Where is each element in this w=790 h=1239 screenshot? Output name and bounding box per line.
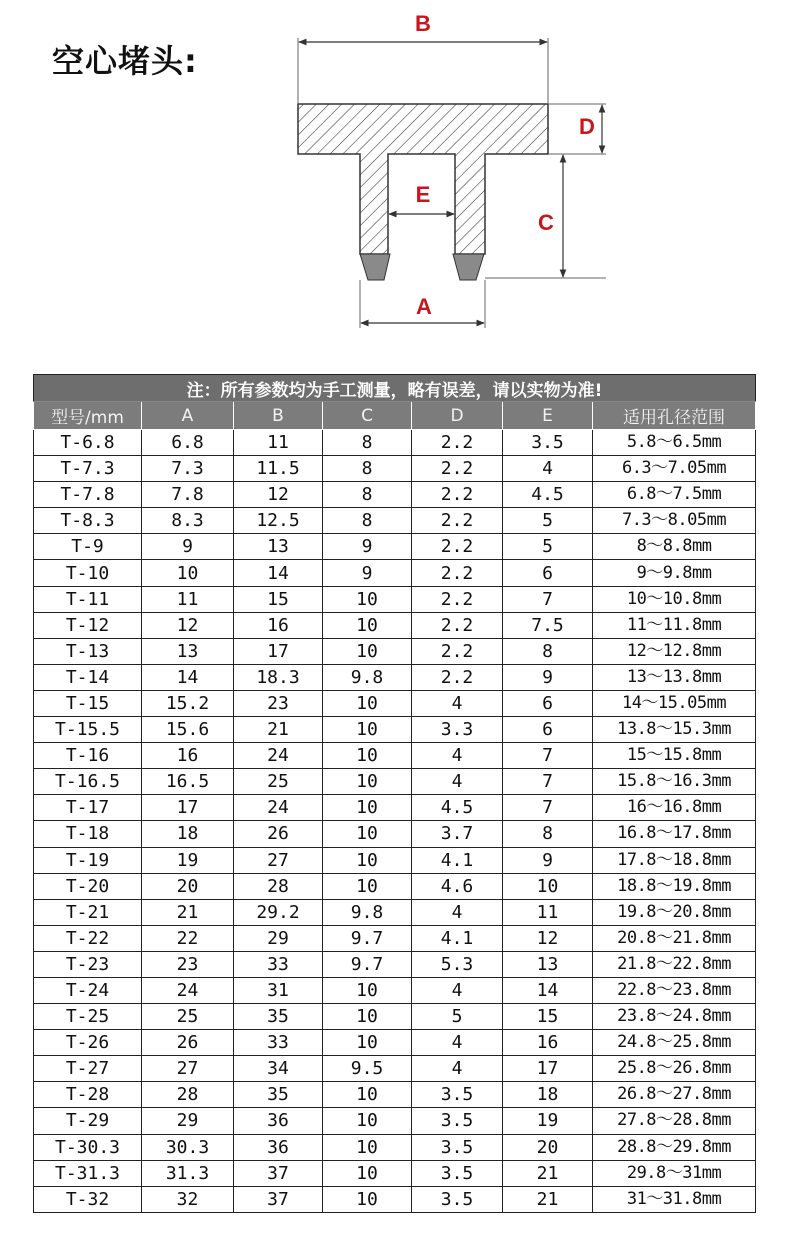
cell-a: 15.2 — [142, 690, 234, 716]
cell-a: 17 — [142, 795, 234, 821]
cell-c: 10 — [323, 1082, 412, 1108]
cell-model: T-13 — [34, 638, 142, 664]
cell-e: 15 — [503, 1004, 593, 1030]
table-row — [34, 977, 756, 1003]
col-header-model: 型号/mm — [34, 402, 142, 430]
cell-d: 3.5 — [412, 1186, 503, 1212]
cell-e: 10 — [503, 873, 593, 899]
cell-model: T-20 — [34, 873, 142, 899]
cell-hole-range: 18.8～19.8mm — [593, 873, 756, 899]
table-row — [34, 586, 756, 612]
cell-c: 9.7 — [323, 925, 412, 951]
cell-a: 7.3 — [142, 456, 234, 482]
cell-model: T-23 — [34, 951, 142, 977]
table-row — [34, 456, 756, 482]
cell-e: 7.5 — [503, 612, 593, 638]
cell-e: 12 — [503, 925, 593, 951]
cell-d: 4 — [412, 977, 503, 1003]
table-row — [34, 664, 756, 690]
cell-b: 12 — [234, 482, 323, 508]
cell-model: T-25 — [34, 1004, 142, 1030]
cell-a: 31.3 — [142, 1160, 234, 1186]
cell-d: 4 — [412, 1056, 503, 1082]
cell-e: 13 — [503, 951, 593, 977]
cell-c: 10 — [323, 769, 412, 795]
cell-c: 10 — [323, 586, 412, 612]
cell-e: 19 — [503, 1108, 593, 1134]
table-row — [34, 717, 756, 743]
cell-e: 7 — [503, 586, 593, 612]
cell-model: T-32 — [34, 1186, 142, 1212]
cell-model: T-26 — [34, 1030, 142, 1056]
cell-hole-range: 15～15.8mm — [593, 743, 756, 769]
cell-c: 8 — [323, 508, 412, 534]
cell-model: T-17 — [34, 795, 142, 821]
table-row — [34, 534, 756, 560]
cell-e: 7 — [503, 795, 593, 821]
cell-a: 22 — [142, 925, 234, 951]
cell-model: T-6.8 — [34, 430, 142, 456]
cell-e: 11 — [503, 899, 593, 925]
cell-hole-range: 16.8～17.8mm — [593, 821, 756, 847]
cell-model: T-31.3 — [34, 1160, 142, 1186]
cell-d: 4.1 — [412, 847, 503, 873]
cell-model: T-10 — [34, 560, 142, 586]
cell-a: 15.6 — [142, 717, 234, 743]
cell-c: 10 — [323, 821, 412, 847]
cell-d: 4 — [412, 769, 503, 795]
cell-d: 3.5 — [412, 1134, 503, 1160]
cell-c: 10 — [323, 690, 412, 716]
cell-model: T-15.5 — [34, 717, 142, 743]
cell-d: 4.6 — [412, 873, 503, 899]
cell-hole-range: 16～16.8mm — [593, 795, 756, 821]
cell-hole-range: 17.8～18.8mm — [593, 847, 756, 873]
cell-b: 33 — [234, 1030, 323, 1056]
cell-a: 24 — [142, 977, 234, 1003]
cell-a: 20 — [142, 873, 234, 899]
cell-d: 2.2 — [412, 456, 503, 482]
spec-table — [33, 374, 756, 1213]
cell-hole-range: 6.3～7.05mm — [593, 456, 756, 482]
cell-e: 18 — [503, 1082, 593, 1108]
cell-hole-range: 26.8～27.8mm — [593, 1082, 756, 1108]
col-header-b: B — [234, 402, 323, 430]
table-row — [34, 821, 756, 847]
cell-hole-range: 20.8～21.8mm — [593, 925, 756, 951]
table-row — [34, 847, 756, 873]
table-body — [34, 430, 756, 1213]
table-row — [34, 1108, 756, 1134]
cell-b: 29.2 — [234, 899, 323, 925]
cell-model: T-30.3 — [34, 1134, 142, 1160]
cell-model: T-28 — [34, 1082, 142, 1108]
cell-hole-range: 13.8～15.3mm — [593, 717, 756, 743]
cell-e: 8 — [503, 821, 593, 847]
dimension-B — [299, 11, 547, 42]
col-header-a: A — [142, 402, 234, 430]
cell-model: T-15 — [34, 690, 142, 716]
cell-e: 6 — [503, 690, 593, 716]
dim-label-d: D — [579, 114, 595, 139]
extension-lines — [298, 38, 606, 328]
cell-b: 15 — [234, 586, 323, 612]
cell-e: 9 — [503, 847, 593, 873]
cell-c: 9.8 — [323, 899, 412, 925]
cell-hole-range: 28.8～29.8mm — [593, 1134, 756, 1160]
cell-b: 37 — [234, 1186, 323, 1212]
cell-a: 7.8 — [142, 482, 234, 508]
cell-model: T-12 — [34, 612, 142, 638]
cell-a: 8.3 — [142, 508, 234, 534]
table-row — [34, 1160, 756, 1186]
cell-d: 5 — [412, 1004, 503, 1030]
cell-d: 2.2 — [412, 482, 503, 508]
cell-a: 23 — [142, 951, 234, 977]
table-row — [34, 1056, 756, 1082]
cell-b: 26 — [234, 821, 323, 847]
cell-model: T-16.5 — [34, 769, 142, 795]
cell-c: 8 — [323, 482, 412, 508]
table-row — [34, 1082, 756, 1108]
col-header-e: E — [503, 402, 593, 430]
cell-c: 10 — [323, 1108, 412, 1134]
cell-e: 21 — [503, 1160, 593, 1186]
cell-hole-range: 29.8～31mm — [593, 1160, 756, 1186]
cell-c: 9 — [323, 534, 412, 560]
dim-label-b: B — [415, 11, 431, 36]
page-title: 空心堵头: — [52, 42, 198, 80]
cell-d: 4.5 — [412, 795, 503, 821]
cell-b: 18.3 — [234, 664, 323, 690]
cell-c: 10 — [323, 977, 412, 1003]
cell-d: 4 — [412, 899, 503, 925]
cell-hole-range: 25.8～26.8mm — [593, 1056, 756, 1082]
cell-hole-range: 12～12.8mm — [593, 638, 756, 664]
cell-c: 10 — [323, 612, 412, 638]
cross-section-diagram — [0, 0, 790, 370]
cell-c: 10 — [323, 1004, 412, 1030]
cell-hole-range: 27.8～28.8mm — [593, 1108, 756, 1134]
cell-hole-range: 13～13.8mm — [593, 664, 756, 690]
cell-a: 13 — [142, 638, 234, 664]
cell-e: 5 — [503, 534, 593, 560]
table-row — [34, 482, 756, 508]
cell-d: 2.2 — [412, 612, 503, 638]
cell-b: 31 — [234, 977, 323, 1003]
cell-b: 27 — [234, 847, 323, 873]
col-header-hole-range: 适用孔径范围 — [593, 402, 756, 430]
table-row — [34, 925, 756, 951]
cell-e: 20 — [503, 1134, 593, 1160]
cell-b: 29 — [234, 925, 323, 951]
cell-model: T-9 — [34, 534, 142, 560]
cell-a: 11 — [142, 586, 234, 612]
dimension-C — [538, 155, 563, 277]
cell-a: 12 — [142, 612, 234, 638]
cell-hole-range: 8～8.8mm — [593, 534, 756, 560]
cell-e: 6 — [503, 560, 593, 586]
cell-b: 16 — [234, 612, 323, 638]
cell-b: 34 — [234, 1056, 323, 1082]
cell-d: 5.3 — [412, 951, 503, 977]
table-row — [34, 690, 756, 716]
cell-b: 25 — [234, 769, 323, 795]
table-row — [34, 1030, 756, 1056]
cell-c: 9.8 — [323, 664, 412, 690]
cell-c: 10 — [323, 873, 412, 899]
cell-c: 8 — [323, 456, 412, 482]
table-row — [34, 951, 756, 977]
cell-model: T-7.3 — [34, 456, 142, 482]
table-row — [34, 1134, 756, 1160]
cell-hole-range: 21.8～22.8mm — [593, 951, 756, 977]
cell-e: 9 — [503, 664, 593, 690]
cell-model: T-22 — [34, 925, 142, 951]
cell-d: 2.2 — [412, 664, 503, 690]
cell-hole-range: 9～9.8mm — [593, 560, 756, 586]
cell-d: 3.5 — [412, 1108, 503, 1134]
dimension-A — [361, 294, 484, 323]
cell-hole-range: 11～11.8mm — [593, 612, 756, 638]
cell-b: 36 — [234, 1134, 323, 1160]
cell-a: 6.8 — [142, 430, 234, 456]
cell-e: 5 — [503, 508, 593, 534]
cell-c: 10 — [323, 1030, 412, 1056]
cell-a: 16 — [142, 743, 234, 769]
cell-e: 7 — [503, 743, 593, 769]
cell-a: 27 — [142, 1056, 234, 1082]
cell-c: 9.7 — [323, 951, 412, 977]
cell-hole-range: 6.8～7.5mm — [593, 482, 756, 508]
cell-a: 26 — [142, 1030, 234, 1056]
cell-c: 10 — [323, 847, 412, 873]
cell-a: 29 — [142, 1108, 234, 1134]
cell-c: 10 — [323, 638, 412, 664]
cell-d: 2.2 — [412, 560, 503, 586]
cell-a: 28 — [142, 1082, 234, 1108]
cell-a: 10 — [142, 560, 234, 586]
cell-model: T-16 — [34, 743, 142, 769]
col-header-c: C — [323, 402, 412, 430]
cell-d: 4.1 — [412, 925, 503, 951]
table-row — [34, 769, 756, 795]
cell-b: 35 — [234, 1082, 323, 1108]
cell-c: 10 — [323, 743, 412, 769]
cell-a: 9 — [142, 534, 234, 560]
cell-b: 35 — [234, 1004, 323, 1030]
cell-b: 17 — [234, 638, 323, 664]
table-row — [34, 430, 756, 456]
cell-hole-range: 24.8～25.8mm — [593, 1030, 756, 1056]
cell-d: 4 — [412, 743, 503, 769]
table-note: 注：所有参数均为手工测量，略有误差，请以实物为准! — [34, 375, 756, 402]
dim-label-a: A — [416, 294, 432, 319]
cell-b: 36 — [234, 1108, 323, 1134]
cell-d: 3.3 — [412, 717, 503, 743]
cell-d: 2.2 — [412, 430, 503, 456]
cell-d: 2.2 — [412, 586, 503, 612]
cell-b: 11 — [234, 430, 323, 456]
dimension-D — [579, 105, 602, 153]
cell-e: 17 — [503, 1056, 593, 1082]
cell-e: 7 — [503, 769, 593, 795]
cell-e: 4 — [503, 456, 593, 482]
cell-b: 37 — [234, 1160, 323, 1186]
cell-model: T-21 — [34, 899, 142, 925]
cell-model: T-14 — [34, 664, 142, 690]
table-row — [34, 899, 756, 925]
cell-model: T-18 — [34, 821, 142, 847]
cell-e: 8 — [503, 638, 593, 664]
cell-model: T-7.8 — [34, 482, 142, 508]
table-row — [34, 560, 756, 586]
cell-model: T-24 — [34, 977, 142, 1003]
cell-c: 10 — [323, 1160, 412, 1186]
cell-hole-range: 23.8～24.8mm — [593, 1004, 756, 1030]
table-row — [34, 612, 756, 638]
cell-c: 10 — [323, 717, 412, 743]
table-row — [34, 1004, 756, 1030]
cell-hole-range: 22.8～23.8mm — [593, 977, 756, 1003]
cell-hole-range: 15.8～16.3mm — [593, 769, 756, 795]
dim-label-c: C — [538, 210, 554, 235]
cell-c: 10 — [323, 795, 412, 821]
table-row — [34, 1186, 756, 1212]
table-row — [34, 743, 756, 769]
cell-a: 30.3 — [142, 1134, 234, 1160]
cell-b: 13 — [234, 534, 323, 560]
table-row — [34, 795, 756, 821]
cell-c: 9 — [323, 560, 412, 586]
cell-d: 2.2 — [412, 508, 503, 534]
cell-hole-range: 7.3～8.05mm — [593, 508, 756, 534]
cell-b: 14 — [234, 560, 323, 586]
dim-label-e: E — [415, 182, 431, 207]
cell-b: 33 — [234, 951, 323, 977]
table-row — [34, 508, 756, 534]
cell-hole-range: 19.8～20.8mm — [593, 899, 756, 925]
cell-model: T-19 — [34, 847, 142, 873]
cell-a: 32 — [142, 1186, 234, 1212]
cell-e: 4.5 — [503, 482, 593, 508]
cell-c: 9.5 — [323, 1056, 412, 1082]
cell-b: 21 — [234, 717, 323, 743]
cell-d: 2.2 — [412, 638, 503, 664]
cell-hole-range: 31～31.8mm — [593, 1186, 756, 1212]
cell-a: 14 — [142, 664, 234, 690]
cell-b: 24 — [234, 795, 323, 821]
cell-e: 16 — [503, 1030, 593, 1056]
cell-e: 14 — [503, 977, 593, 1003]
dimension-E — [389, 182, 454, 214]
cell-a: 18 — [142, 821, 234, 847]
cell-model: T-29 — [34, 1108, 142, 1134]
cell-hole-range: 5.8～6.5mm — [593, 430, 756, 456]
cell-c: 10 — [323, 1186, 412, 1212]
cell-b: 11.5 — [234, 456, 323, 482]
cell-d: 3.5 — [412, 1082, 503, 1108]
cell-a: 21 — [142, 899, 234, 925]
cell-d: 4 — [412, 690, 503, 716]
cell-d: 2.2 — [412, 534, 503, 560]
cell-c: 8 — [323, 430, 412, 456]
cell-d: 3.7 — [412, 821, 503, 847]
cell-b: 12.5 — [234, 508, 323, 534]
cell-e: 21 — [503, 1186, 593, 1212]
col-header-d: D — [412, 402, 503, 430]
cell-model: T-8.3 — [34, 508, 142, 534]
cell-e: 3.5 — [503, 430, 593, 456]
cell-c: 10 — [323, 1134, 412, 1160]
cell-model: T-27 — [34, 1056, 142, 1082]
table-row — [34, 873, 756, 899]
cell-a: 25 — [142, 1004, 234, 1030]
cell-d: 4 — [412, 1030, 503, 1056]
cell-b: 24 — [234, 743, 323, 769]
cell-b: 28 — [234, 873, 323, 899]
cell-model: T-11 — [34, 586, 142, 612]
cell-b: 23 — [234, 690, 323, 716]
table-row — [34, 638, 756, 664]
cell-e: 6 — [503, 717, 593, 743]
cell-hole-range: 14～15.05mm — [593, 690, 756, 716]
cell-a: 16.5 — [142, 769, 234, 795]
cell-a: 19 — [142, 847, 234, 873]
cell-d: 3.5 — [412, 1160, 503, 1186]
cell-hole-range: 10～10.8mm — [593, 586, 756, 612]
